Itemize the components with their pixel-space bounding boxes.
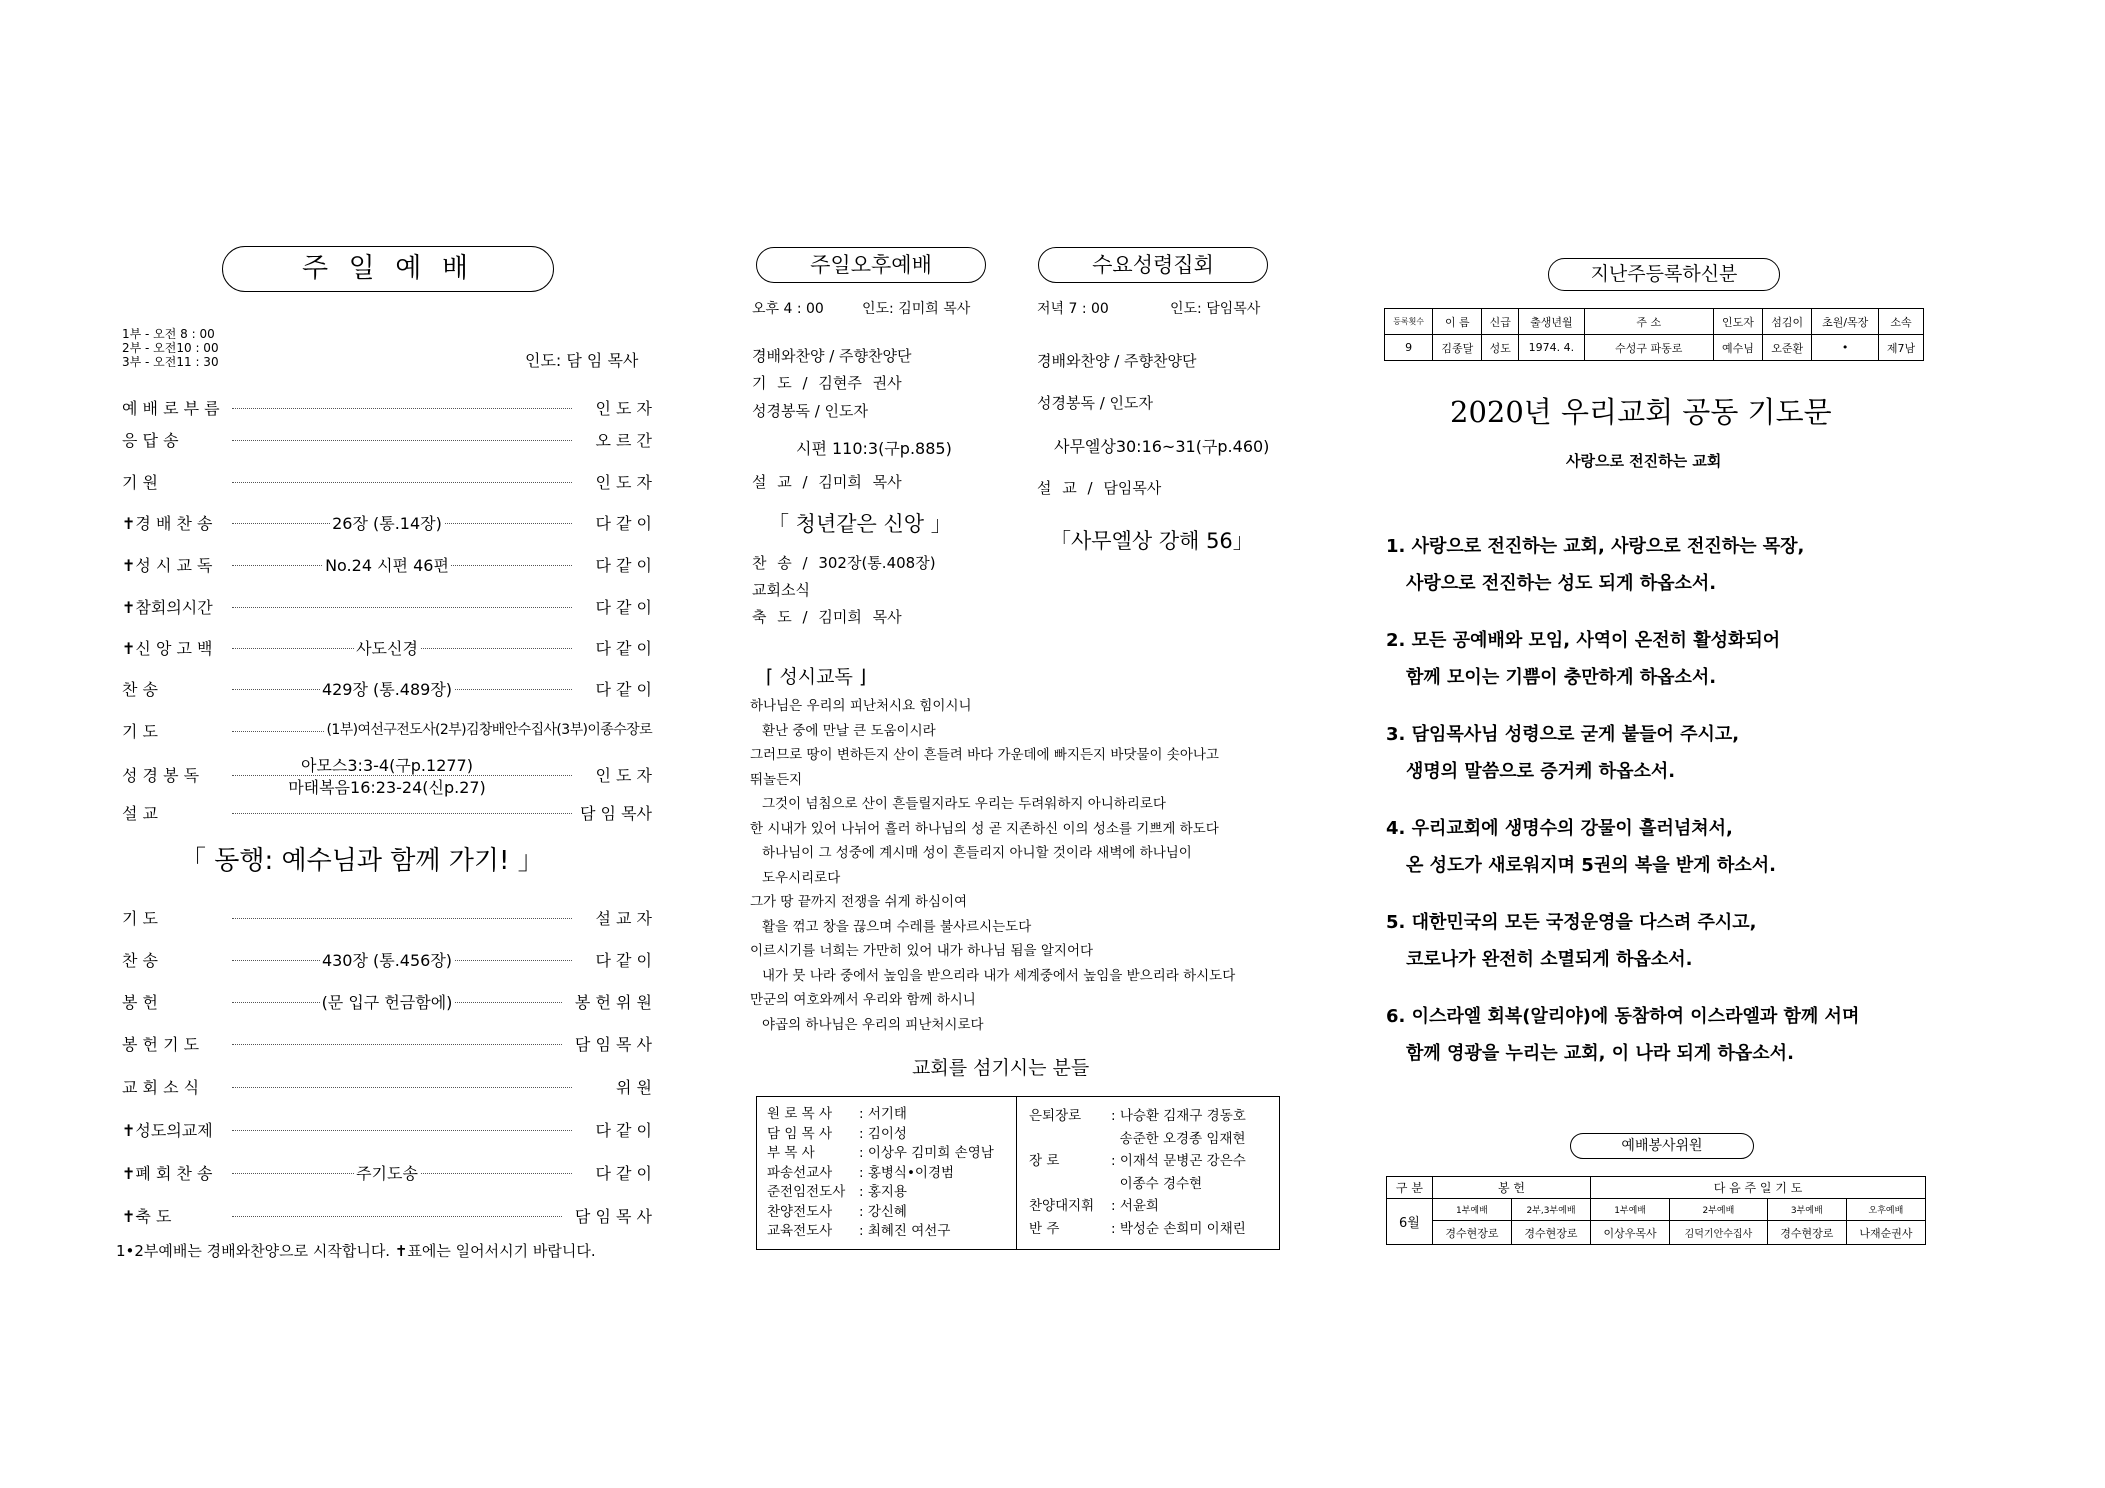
order-item bbox=[122, 990, 652, 1014]
prayer-line: 코로나가 완전히 소멸되게 하옵소서. bbox=[1406, 949, 1693, 970]
order-label: ✝성도의교제 bbox=[122, 1121, 213, 1140]
table-header: 2부,3부예배 bbox=[1511, 1199, 1590, 1221]
newcomer-table bbox=[1384, 308, 1924, 361]
order-label: ✝폐 회 찬 송 bbox=[122, 1164, 213, 1183]
order-detail: 429장 (통.489장) bbox=[321, 680, 453, 699]
order-label: 찬 송 bbox=[122, 951, 158, 970]
responsive-line: 도우시리로다 bbox=[762, 869, 841, 886]
table-cell: • bbox=[1812, 335, 1879, 361]
table-header: 오후예배 bbox=[1846, 1199, 1925, 1221]
table-cell: 1974. 4. bbox=[1518, 335, 1584, 361]
servant-row: 이종수 경수현 bbox=[1119, 1175, 1203, 1192]
servants-right bbox=[1029, 1105, 1246, 1240]
prayer-line: 생명의 말씀으로 증거케 하옵소서. bbox=[1406, 761, 1676, 782]
order-leader: 다 같 이 bbox=[595, 951, 652, 970]
order-leader: 다 같 이 bbox=[595, 556, 652, 575]
responsive-title: ⌈ 성시교독 ⌋ bbox=[766, 666, 867, 688]
table-header: 섬김이 bbox=[1763, 309, 1812, 335]
afternoon-line: 시편 110:3(구p.885) bbox=[796, 439, 952, 458]
order-label: 응 답 송 bbox=[122, 431, 179, 450]
servant-row: 송준한 오경종 임재현 bbox=[1119, 1130, 1246, 1147]
wednesday-leader: 인도: 담임목사 bbox=[1170, 301, 1261, 317]
prayer-line: 5. 대한민국의 모든 국정운영을 다스려 주시고, bbox=[1386, 912, 1757, 933]
prayer-list bbox=[1386, 528, 1859, 1072]
wednesday-time: 저녁 7 : 00 bbox=[1037, 301, 1109, 317]
order-item bbox=[122, 636, 652, 660]
prayer-item bbox=[1386, 904, 1859, 978]
volunteers-table bbox=[1386, 1176, 1926, 1245]
table-header: 3부예배 bbox=[1767, 1199, 1846, 1221]
newcomer-title: 지난주등록하신분 bbox=[1548, 258, 1780, 291]
order-detail: 26장 (통.14장) bbox=[332, 514, 442, 533]
sunday-leader: 인도: 담 임 목사 bbox=[525, 351, 639, 370]
table-row bbox=[1385, 335, 1924, 361]
sunday-sermon-title: 「 동행: 예수님과 함께 가기! 」 bbox=[180, 846, 544, 876]
table-cell: 예수님 bbox=[1713, 335, 1762, 361]
table-header: 소속 bbox=[1878, 309, 1923, 335]
prayer-item bbox=[1386, 528, 1859, 602]
responsive-line: 하나님이 그 성중에 계시매 성이 흔들리지 아니할 것이라 새벽에 하나님이 bbox=[762, 845, 1192, 861]
responsive-line: 한 시내가 있어 나뉘어 흘러 하나님의 성 곧 지존하신 이의 성소를 기쁘게 하도다 bbox=[750, 820, 1219, 837]
responsive-line: 그러므로 땅이 변하든지 산이 흔들려 바다 가운데에 빠지든지 바닷물이 솟아나고 bbox=[750, 747, 1219, 763]
afternoon-line: 경배와찬양 / 주향찬양단 bbox=[752, 347, 912, 365]
prayer-line: 온 성도가 새로워지며 5권의 복을 받게 하소서. bbox=[1406, 855, 1776, 876]
afternoon-time: 오후 4 : 00 bbox=[752, 301, 824, 317]
table-header: 등록횟수 bbox=[1385, 309, 1433, 335]
order-leader: 다 같 이 bbox=[595, 598, 652, 617]
servant-row: 원 로 목 사 : 서기태 bbox=[767, 1106, 907, 1122]
sunday-time-3: 3부 - 오전11 : 30 bbox=[122, 355, 219, 369]
table-header: 주 소 bbox=[1584, 309, 1713, 335]
order-item bbox=[122, 511, 652, 535]
table-row bbox=[1387, 1177, 1926, 1199]
table-cell: 경수현장로 bbox=[1767, 1221, 1846, 1245]
order-label: 설 교 bbox=[122, 804, 158, 823]
order-leader: 설 교 자 bbox=[595, 909, 652, 928]
order-label: ✝경 배 찬 송 bbox=[122, 514, 213, 533]
order-item bbox=[122, 470, 652, 494]
order-item bbox=[122, 1204, 652, 1228]
order-detail: (문 입구 헌금함에) bbox=[321, 993, 453, 1012]
wednesday-line: 사무엘상30:16~31(구p.460) bbox=[1054, 437, 1270, 456]
responsive-line: 내가 뭇 나라 중에서 높임을 받으리라 내가 세계중에서 높임을 받으리라 하시도다 bbox=[762, 967, 1236, 984]
responsive-line: 환난 중에 만날 큰 도움이시라 bbox=[762, 722, 936, 739]
sunday-footnote: 1•2부예배는 경배와찬양으로 시작합니다. ✝표에는 일어서시기 바랍니다. bbox=[116, 1242, 596, 1260]
table-cell: 이상우목사 bbox=[1591, 1221, 1670, 1245]
order-item bbox=[122, 801, 652, 825]
order-leader: 인 도 자 bbox=[595, 766, 652, 785]
prayer-line: 4. 우리교회에 생명수의 강물이 흘러넘쳐서, bbox=[1386, 818, 1733, 839]
prayer-subtitle: 사랑으로 전진하는 교회 bbox=[1566, 452, 1722, 470]
table-cell: 성도 bbox=[1482, 335, 1519, 361]
wednesday-line: 설 교 / 담임목사 bbox=[1037, 479, 1162, 497]
table-cell: 오준환 bbox=[1763, 335, 1812, 361]
order-detail: (1부)여선구전도사(2부)김창배안수집사(3부)이종수장로 bbox=[325, 719, 653, 739]
wednesday-line: 경배와찬양 / 주향찬양단 bbox=[1037, 352, 1197, 370]
afternoon-leader: 인도: 김미희 목사 bbox=[862, 301, 971, 317]
responsive-line: 뛰놀든지 bbox=[750, 771, 803, 788]
servant-row: 찬양대지휘 : 서윤희 bbox=[1029, 1198, 1159, 1214]
order-label: 기 도 bbox=[122, 722, 158, 741]
afternoon-title: 주일오후예배 bbox=[756, 247, 986, 283]
table-cell: 9 bbox=[1385, 335, 1433, 361]
order-leader: 위 원 bbox=[616, 1078, 652, 1097]
prayer-line: 사랑으로 전진하는 성도 되게 하옵소서. bbox=[1406, 573, 1717, 594]
responsive-line: 야곱의 하나님은 우리의 피난처시로다 bbox=[762, 1016, 984, 1033]
order-item bbox=[122, 396, 652, 420]
responsive-line: 그가 땅 끝까지 전쟁을 쉬게 하심이여 bbox=[750, 894, 968, 910]
table-header: 신급 bbox=[1482, 309, 1519, 335]
afternoon-sermon: 「 청년같은 신앙 」 bbox=[768, 512, 952, 536]
order-item bbox=[122, 1032, 652, 1056]
order-label: ✝축 도 bbox=[122, 1207, 172, 1226]
prayer-title: 2020년 우리교회 공동 기도문 bbox=[1450, 395, 1832, 429]
prayer-item bbox=[1386, 998, 1859, 1072]
order-detail-2: 마태복음16:23-24(신p.27) bbox=[288, 778, 486, 797]
servants-divider bbox=[1016, 1097, 1017, 1249]
table-header: 1부예배 bbox=[1591, 1199, 1670, 1221]
order-label: 봉 헌 기 도 bbox=[122, 1035, 200, 1054]
order-item bbox=[122, 677, 652, 701]
table-cell: 6월 bbox=[1387, 1199, 1433, 1245]
order-leader: 담 임 목 사 bbox=[574, 1035, 652, 1054]
prayer-line: 2. 모든 공예배와 모임, 사역이 온전히 활성화되어 bbox=[1386, 630, 1781, 651]
afternoon-line: 찬 송 / 302장(통.408장) bbox=[752, 554, 936, 572]
afternoon-line: 교회소식 bbox=[752, 581, 810, 599]
responsive-line: 하나님은 우리의 피난처시요 힘이시니 bbox=[750, 698, 972, 714]
order-leader: 다 같 이 bbox=[595, 514, 652, 533]
order-leader: 다 같 이 bbox=[595, 1164, 652, 1183]
order-label: 기 도 bbox=[122, 909, 158, 928]
afternoon-line: 축 도 / 김미희 목사 bbox=[752, 608, 902, 626]
responsive-line: 활을 꺾고 창을 끊으며 수레를 불사르시는도다 bbox=[762, 918, 1032, 935]
responsive-reading bbox=[750, 694, 1235, 1037]
prayer-line: 1. 사랑으로 전진하는 교회, 사랑으로 전진하는 목장, bbox=[1386, 536, 1805, 557]
order-label: 성 경 봉 독 bbox=[122, 766, 200, 785]
servant-row: 장 로 : 이재석 문병곤 강은수 bbox=[1029, 1153, 1246, 1169]
order-detail: 아모스3:3-4(구p.1277) bbox=[301, 756, 473, 775]
order-item bbox=[122, 906, 652, 930]
table-row bbox=[1387, 1199, 1926, 1221]
volunteers-title: 예배봉사위원 bbox=[1570, 1133, 1754, 1159]
servants-left bbox=[767, 1105, 994, 1242]
prayer-item bbox=[1386, 622, 1859, 696]
wednesday-line: 성경봉독 / 인도자 bbox=[1037, 394, 1154, 412]
table-header: 봉 헌 bbox=[1432, 1177, 1590, 1199]
wednesday-title: 수요성령집회 bbox=[1038, 247, 1268, 283]
order-item bbox=[122, 1075, 652, 1099]
order-item bbox=[122, 948, 652, 972]
order-label: 예 배 로 부 름 bbox=[122, 399, 220, 418]
table-cell: 김종달 bbox=[1433, 335, 1482, 361]
order-leader: 인 도 자 bbox=[595, 399, 652, 418]
servant-row: 반 주 : 박성순 손희미 이채린 bbox=[1029, 1220, 1246, 1237]
order-leader: 담 임 목사 bbox=[580, 804, 652, 823]
order-leader: 봉 헌 위 원 bbox=[574, 993, 652, 1012]
afternoon-line: 성경봉독 / 인도자 bbox=[752, 402, 869, 420]
servants-title: 교회를 섬기시는 분들 bbox=[912, 1057, 1090, 1079]
order-leader: 다 같 이 bbox=[595, 680, 652, 699]
table-row bbox=[1385, 309, 1924, 335]
order-leader: 담 임 목 사 bbox=[574, 1207, 652, 1226]
order-label: ✝참회의시간 bbox=[122, 598, 213, 617]
afternoon-line: 설 교 / 김미희 목사 bbox=[752, 473, 902, 491]
order-item bbox=[122, 428, 652, 452]
table-header: 구 분 bbox=[1387, 1177, 1433, 1199]
table-header: 2부예배 bbox=[1670, 1199, 1768, 1221]
servant-row: 담 임 목 사 : 김이성 bbox=[767, 1125, 907, 1142]
table-header: 인도자 bbox=[1713, 309, 1762, 335]
order-label: ✝신 앙 고 백 bbox=[122, 639, 213, 658]
order-detail: 주기도송 bbox=[356, 1164, 418, 1183]
table-cell: 경수현장로 bbox=[1511, 1221, 1590, 1245]
table-cell: 수성구 파동로 bbox=[1584, 335, 1713, 361]
table-header: 다 음 주 일 기 도 bbox=[1591, 1177, 1926, 1199]
servant-row: 파송선교사 : 홍병식•이경범 bbox=[767, 1164, 955, 1181]
table-header: 출생년월 bbox=[1518, 309, 1584, 335]
sunday-time-2: 2부 - 오전10 : 00 bbox=[122, 341, 219, 355]
order-label: 교 회 소 식 bbox=[122, 1078, 200, 1097]
prayer-line: 6. 이스라엘 회복(알리야)에 동참하여 이스라엘과 함께 서며 bbox=[1386, 1006, 1860, 1027]
prayer-item bbox=[1386, 716, 1859, 790]
prayer-item bbox=[1386, 810, 1859, 884]
order-leader: 다 같 이 bbox=[595, 639, 652, 658]
table-header: 이 름 bbox=[1433, 309, 1482, 335]
table-row bbox=[1387, 1221, 1926, 1245]
order-leader: 오 르 간 bbox=[595, 431, 652, 450]
order-label: 찬 송 bbox=[122, 680, 158, 699]
table-cell: 경수현장로 bbox=[1432, 1221, 1511, 1245]
servant-row: 은퇴장로 : 나승환 김재구 경동호 bbox=[1029, 1108, 1246, 1124]
servant-row: 준전임전도사 : 홍지용 bbox=[767, 1184, 907, 1200]
wednesday-sermon: 「사무엘상 강해 56」 bbox=[1050, 529, 1254, 553]
order-detail: 430장 (통.456장) bbox=[321, 951, 453, 970]
table-cell: 제7남 bbox=[1878, 335, 1923, 361]
table-header: 초원/목장 bbox=[1812, 309, 1879, 335]
order-label: ✝성 시 교 독 bbox=[122, 556, 213, 575]
table-cell: 김덕기안수집사 bbox=[1670, 1221, 1768, 1245]
order-item bbox=[122, 1118, 652, 1142]
sunday-time-1: 1부 - 오전 8 : 00 bbox=[122, 327, 215, 341]
responsive-line: 이르시기를 너희는 가만히 있어 내가 하나님 됨을 알지어다 bbox=[750, 943, 1094, 959]
servant-row: 교육전도사 : 최혜진 여선구 bbox=[767, 1223, 951, 1239]
prayer-line: 함께 영광을 누리는 교회, 이 나라 되게 하옵소서. bbox=[1406, 1043, 1794, 1064]
order-item bbox=[122, 595, 652, 619]
servant-row: 찬양전도사 : 강신혜 bbox=[767, 1203, 907, 1220]
order-item bbox=[122, 553, 652, 577]
responsive-line: 만군의 여호와께서 우리와 함께 하시니 bbox=[750, 992, 976, 1008]
servant-row: 부 목 사 : 이상우 김미희 손영남 bbox=[767, 1145, 994, 1161]
servants-box bbox=[756, 1096, 1280, 1250]
prayer-line: 함께 모이는 기쁨이 충만하게 하옵소서. bbox=[1406, 667, 1717, 688]
sunday-title: 주 일 예 배 bbox=[222, 246, 554, 292]
order-item bbox=[122, 719, 652, 743]
order-leader: 인 도 자 bbox=[595, 473, 652, 492]
order-detail: 사도신경 bbox=[356, 639, 418, 658]
order-item bbox=[122, 1161, 652, 1185]
prayer-line: 3. 담임목사님 성령으로 굳게 붙들어 주시고, bbox=[1386, 724, 1740, 745]
order-detail: No.24 시편 46편 bbox=[325, 556, 449, 575]
table-cell: 나재순권사 bbox=[1846, 1221, 1925, 1245]
afternoon-line: 기 도 / 김현주 권사 bbox=[752, 374, 902, 392]
order-item bbox=[122, 753, 652, 797]
responsive-line: 그것이 넘침으로 산이 흔들릴지라도 우리는 두려워하지 아니하리로다 bbox=[762, 796, 1166, 812]
order-label: 기 원 bbox=[122, 473, 158, 492]
order-label: 봉 헌 bbox=[122, 993, 158, 1012]
order-leader: 다 같 이 bbox=[595, 1121, 652, 1140]
table-header: 1부예배 bbox=[1432, 1199, 1511, 1221]
